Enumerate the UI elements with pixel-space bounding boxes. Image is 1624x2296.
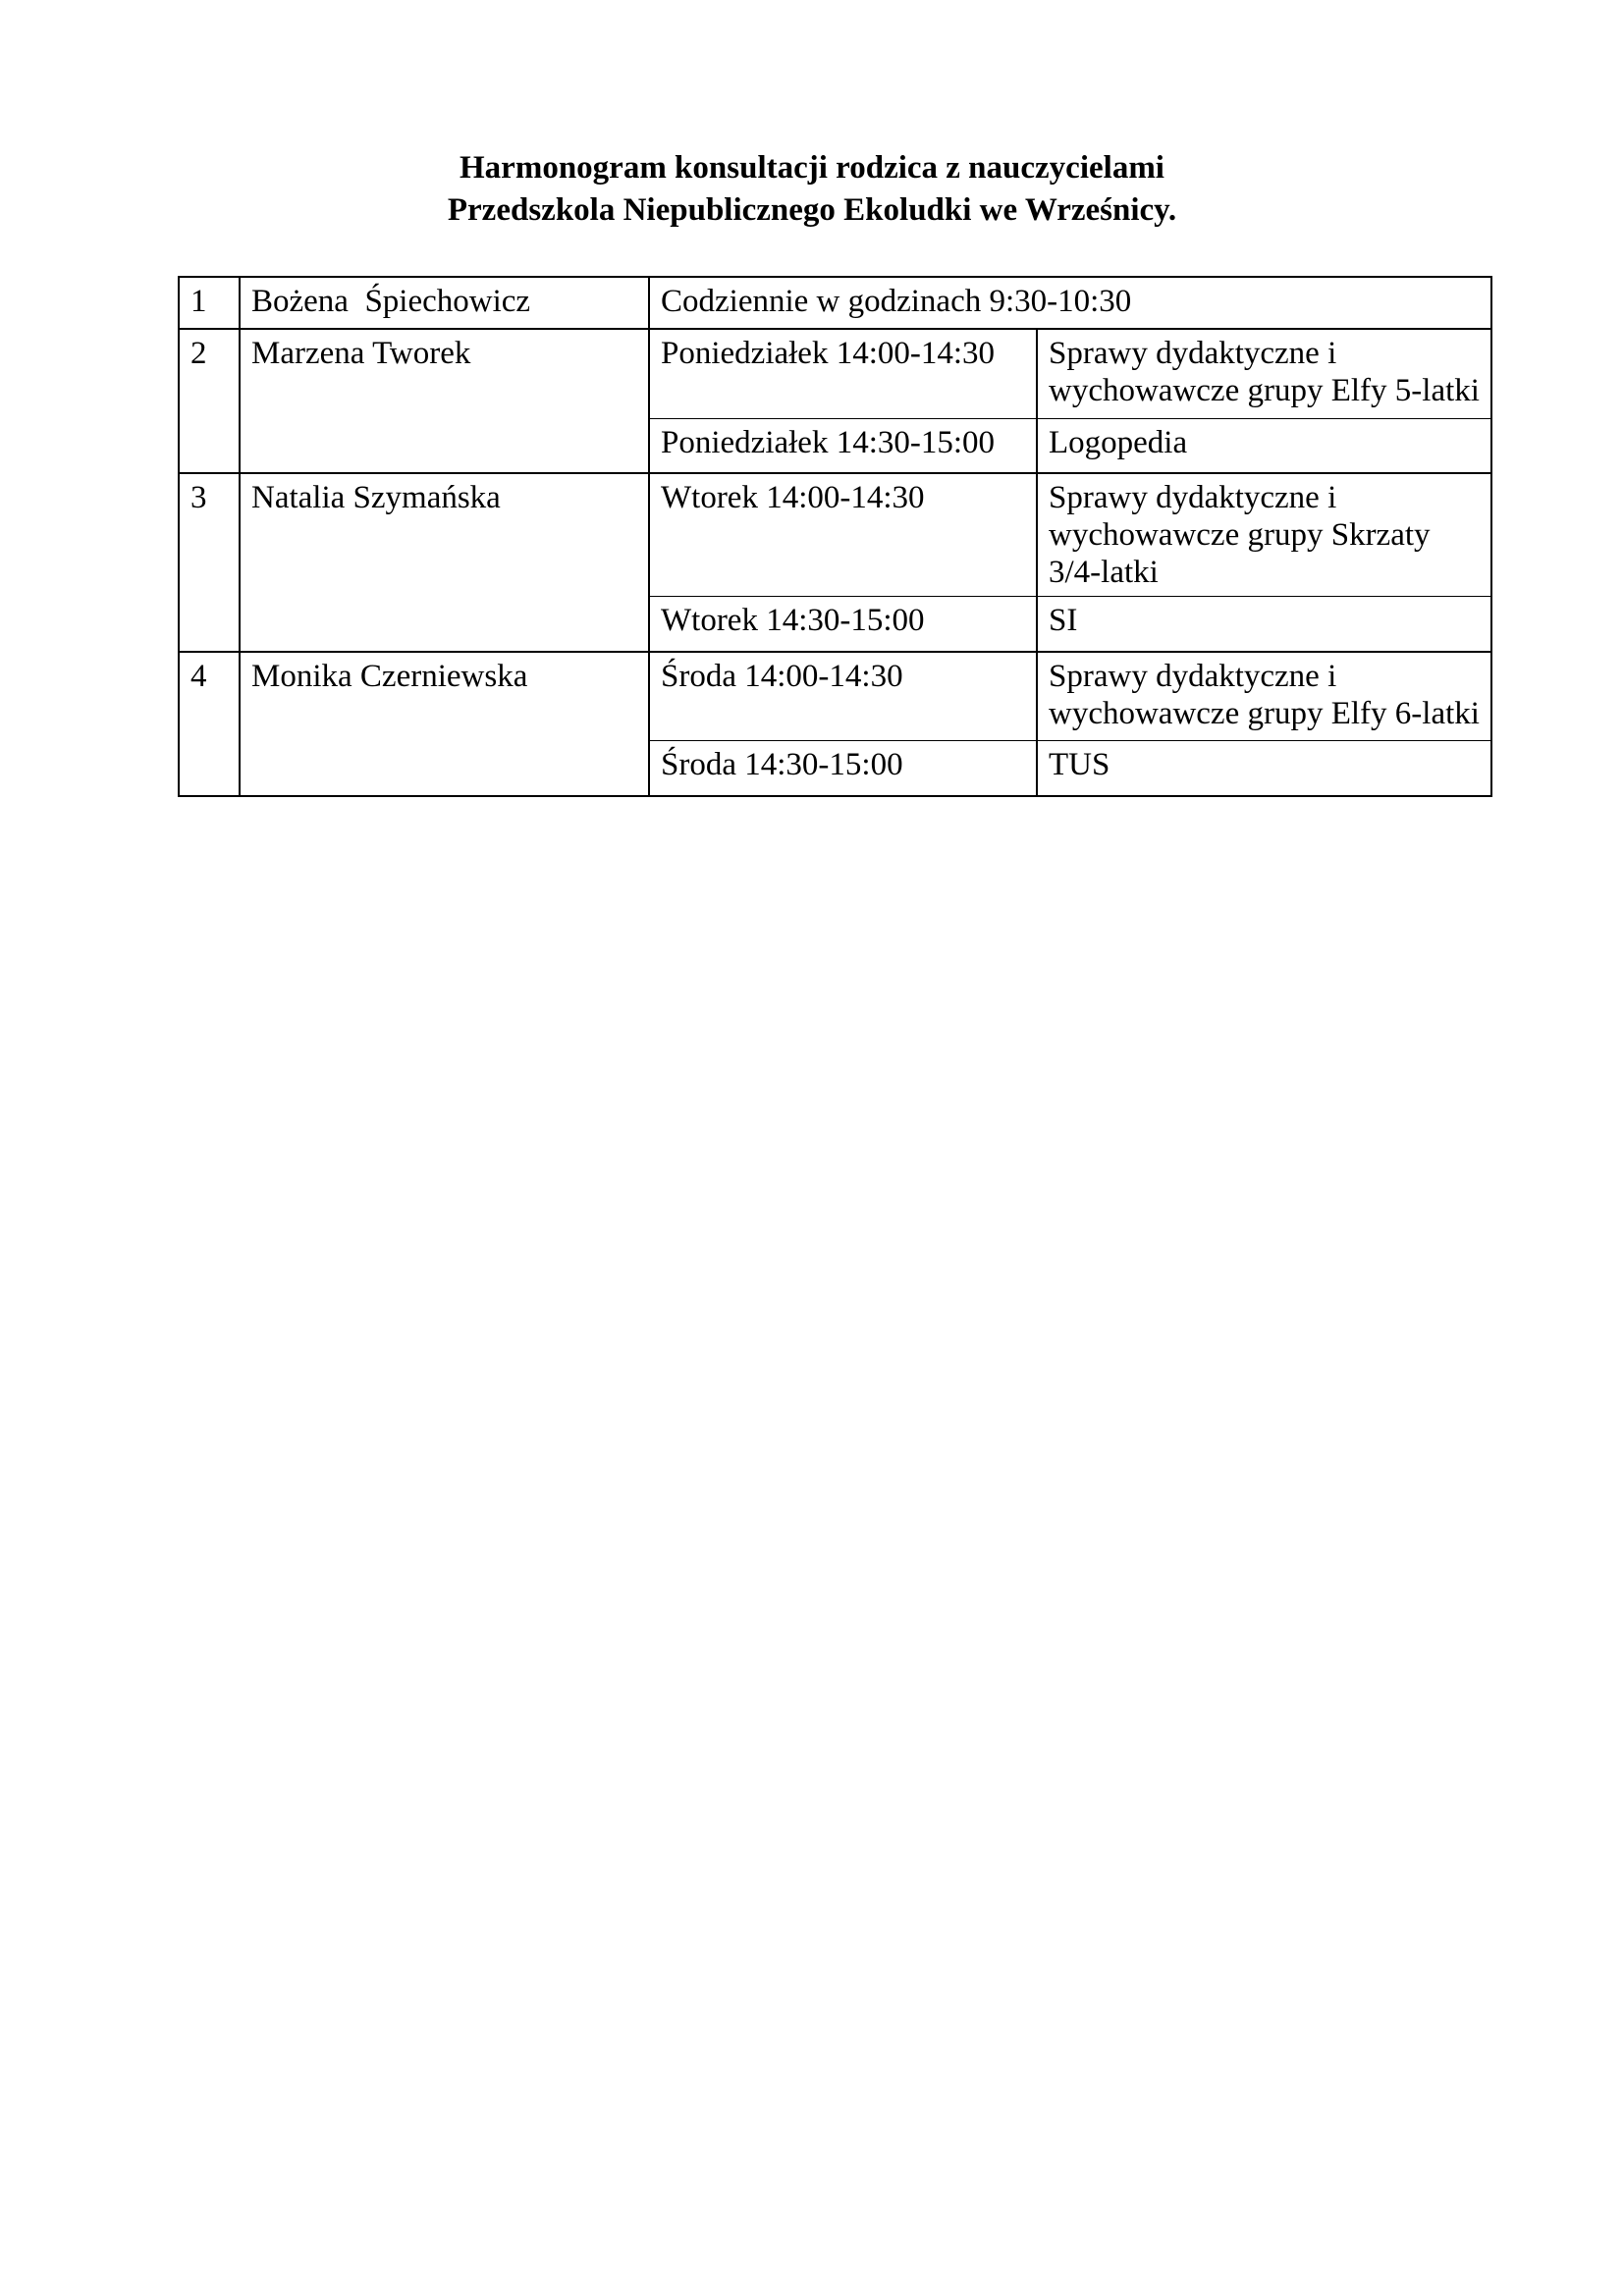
consultation-schedule-table <box>178 276 1492 797</box>
time-cell: Poniedziałek 14:00-14:30 <box>649 329 1037 418</box>
time-cell: Wtorek 14:30-15:00 <box>649 597 1037 652</box>
topic-cell: TUS <box>1037 741 1491 796</box>
row-number-cell: 1 <box>179 277 240 329</box>
table-row <box>179 329 1491 418</box>
topic-cell: SI <box>1037 597 1491 652</box>
teacher-name-cell: Natalia Szymańska <box>240 473 649 652</box>
table-row <box>179 473 1491 597</box>
topic-cell: Sprawy dydaktyczne i wychowawcze grupy Skrzaty 3/4-latki <box>1037 473 1491 597</box>
row-number-cell: 2 <box>179 329 240 473</box>
table-row <box>179 277 1491 329</box>
time-cell: Środa 14:30-15:00 <box>649 741 1037 796</box>
time-cell: Codziennie w godzinach 9:30-10:30 <box>649 277 1491 329</box>
document-title <box>0 147 1624 232</box>
time-cell: Poniedziałek 14:30-15:00 <box>649 418 1037 473</box>
title-line-2: Przedszkola Niepublicznego Ekoludki we Wrześnicy. <box>447 192 1177 228</box>
table-row <box>179 652 1491 741</box>
topic-cell: Sprawy dydaktyczne i wychowawcze grupy Elfy 6-latki <box>1037 652 1491 741</box>
time-cell: Środa 14:00-14:30 <box>649 652 1037 741</box>
row-number-cell: 3 <box>179 473 240 652</box>
time-cell: Wtorek 14:00-14:30 <box>649 473 1037 597</box>
row-number-cell: 4 <box>179 652 240 796</box>
teacher-name-cell: Monika Czerniewska <box>240 652 649 796</box>
topic-cell: Logopedia <box>1037 418 1491 473</box>
title-line-1: Harmonogram konsultacji rodzica z nauczycielami <box>460 150 1164 186</box>
topic-cell: Sprawy dydaktyczne i wychowawcze grupy Elfy 5-latki <box>1037 329 1491 418</box>
teacher-name-cell: Bożena Śpiechowicz <box>240 277 649 329</box>
teacher-name-cell: Marzena Tworek <box>240 329 649 473</box>
